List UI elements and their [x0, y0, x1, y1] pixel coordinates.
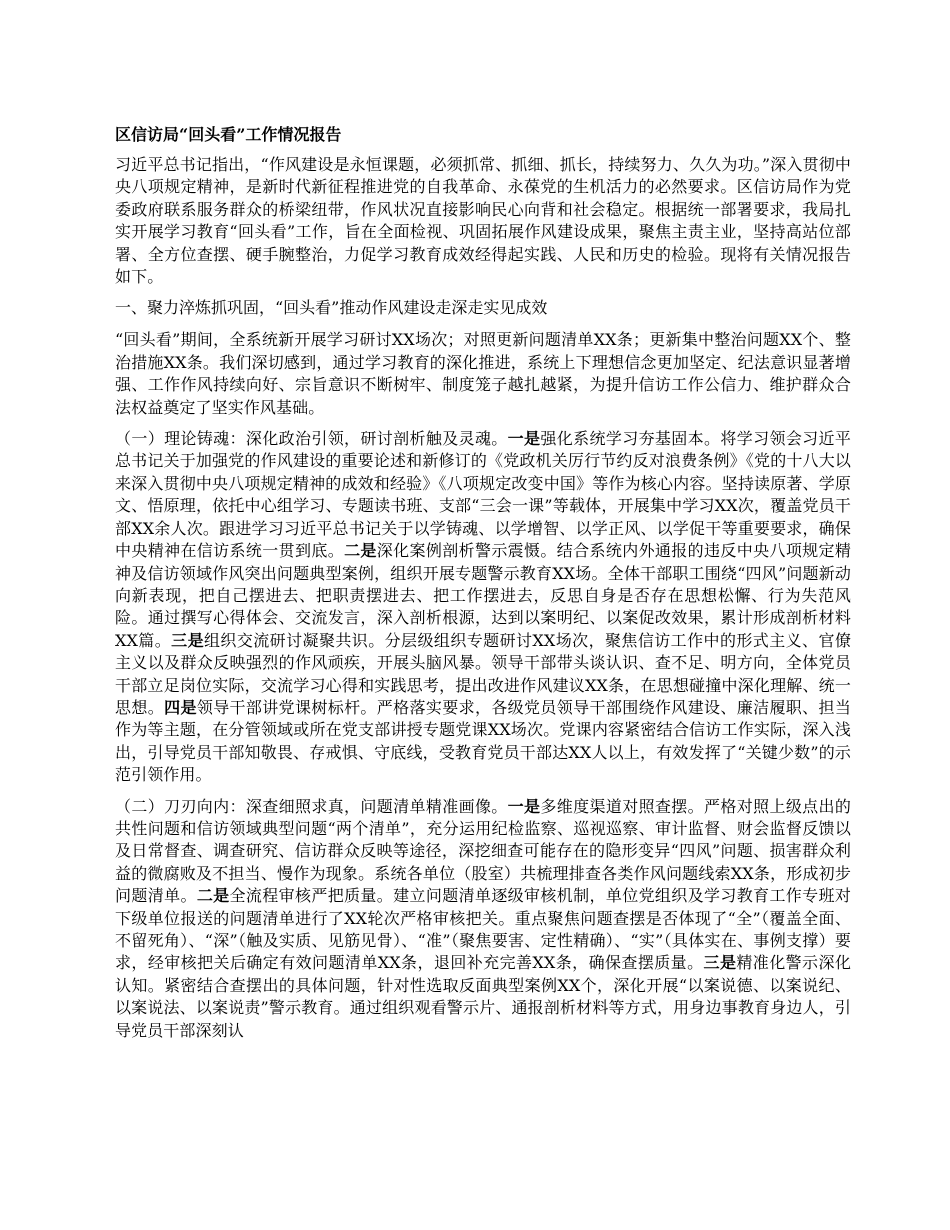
subsection-2-text-3: 精准化警示深化认知。紧密结合查摆出的具体问题，针对性选取反面典型案例XX个，深化开展“以案说德、以案说纪、以案说法、以案说责”警示教育。通过组织观看警示片、通报剖析材料等方式，用身边事教育身边人，引导党员干部深刻认	[115, 953, 852, 1040]
subsection-2-lead: （二）刀刃向内：深查细照求真，问题清单精准画像。	[115, 796, 508, 816]
keyword-second: 二是	[344, 541, 377, 561]
subsection-2-text-2: 全流程审核严把质量。建立问题清单逐级审核机制，单位党组织及学习教育工作专班对下级单位报送的问题清单进行了XX轮次严格审核把关。重点聚焦问题查摆是否体现了“全”（覆盖全面、不留死角）、“深”（触及实质、见筋见骨）、“准”（聚焦要害、定性精确）、“实”（具体实在、事例支撑）要求，经审核把关后确定有效问题清单XX条，退回补充完善XX条，确保查摆质量。	[115, 886, 851, 973]
subsection-2-text-1: 多维度渠道对照查摆。严格对照上级点出的共性问题和信访领域典型问题“两个清单”，充分运用纪检监察、巡视巡察、审计监督、财会监督反馈以及日常督查、调查研究、信访群众反映等途径，深挖细查可能存在的隐形变异“四风”问题、损害群众利益的微腐败及不担当、慢作为现象。系统各单位（股室）共梳理排查各类作风问题线索XX条，形成初步问题清单。	[115, 796, 852, 906]
section1-intro-paragraph: “回头看”期间，全系统新开展学习研讨XX场次；对照更新问题清单XX条；更新集中整治问题XX个、整治措施XX条。我们深切感到，通过学习教育的深化推进，系统上下理想信念更加坚定、纪法意识显著增强、工作作风持续向好、宗旨意识不断树牢、制度笼子越扎越紧，为提升信访工作公信力、维护群众合法权益奠定了坚实作风基础。	[115, 330, 851, 417]
keyword-first: 一是	[507, 429, 541, 449]
subsection-2-paragraph	[115, 796, 851, 1042]
subsection-1-text-4: 领导干部讲党课树标杆。严格落实要求，各级党员领导干部围绕作风建设、廉洁履职、担当作为等主题，在分管领域或所在党支部讲授专题党课XX场次。党课内容紧密结合信访工作实际，深入浅出，引导党员干部知敬畏、存戒惧、守底线，受教育党员干部达XX人以上，有效发挥了“关键少数”的示范引领作用。	[115, 697, 851, 785]
subsection-1-lead: （一）理论铸魂：深化政治引领，研讨剖析触及灵魂。	[115, 429, 508, 449]
subsection-1-text-1: 强化系统学习夯基固本。将学习领会习近平总书记关于加强党的作风建设的重要论述和新修订的《党政机关厉行节约反对浪费条例》《党的十八大以来深入贯彻中央八项规定精神的成效和经验》《八项规定改变中国》等作为核心内容。坚持读原著、学原文、悟原理，依托中心组学习、专题读书班、支部“三会一课”等载体，开展集中学习XX次，覆盖党员干部XX余人次。跟进学习习近平总书记关于以学铸魂、以学增智、以学正风、以学促干等重要要求，确保中央精神在信访系统一贯到底。	[115, 429, 852, 561]
subsection-1-paragraph	[115, 428, 851, 787]
keyword-second: 二是	[196, 886, 230, 906]
keyword-third: 三是	[171, 630, 204, 650]
subsection-1-text-2: 深化案例剖析警示震慑。结合系统内外通报的违反中央八项规定精神及信访领域作风突出问题典型案例，组织开展专题警示教育XX场。全体干部职工围绕“四风”问题新动向新表现，把自己摆进去、把职责摆进去、把工作摆进去，反思自身是否存在思想松懈、行为失范风险。通过撰写心得体会、交流发言，深入剖析根源，达到以案明纪、以案促改效果，累计形成剖析材料XX篇。	[115, 541, 852, 650]
keyword-fourth: 四是	[164, 697, 197, 717]
subsection-1-text-3: 组织交流研讨凝聚共识。分层级组织专题研讨XX场次，聚焦信访工作中的形式主义、官僚主义以及群众反映强烈的作风顽疾，开展头脑风暴。领导干部带头谈认识、查不足、明方向，全体党员干部立足岗位实际，交流学习心得和实践思考，提出改进作风建议XX条，在思想碰撞中深化理解、统一思想。	[115, 630, 851, 717]
section-heading-1: 一、聚力淬炼抓巩固，“回头看”推动作风建设走深走实见成效	[115, 298, 548, 318]
keyword-first: 一是	[507, 796, 541, 816]
document-page	[115, 124, 851, 1051]
intro-paragraph: 习近平总书记指出，“作风建设是永恒课题，必须抓常、抓细、抓长，持续努力、久久为功。”深入贯彻中央八项规定精神，是新时代新征程推进党的自我革命、永葆党的生机活力的必然要求。区信访局作为党委政府联系服务群众的桥梁纽带，作风状况直接影响民心向背和社会稳定。根据统一部署要求，我局扎实开展学习教育“回头看”工作，旨在全面检视、巩固拓展作风建设成果，聚焦主责主业，坚持高站位部署、全方位查摆、硬手腕整治，力促学习教育成效经得起实践、人民和历史的检验。现将有关情况报告如下。	[115, 155, 851, 287]
document-title: 区信访局“回头看”工作情况报告	[115, 125, 342, 144]
keyword-third: 三是	[703, 953, 737, 973]
